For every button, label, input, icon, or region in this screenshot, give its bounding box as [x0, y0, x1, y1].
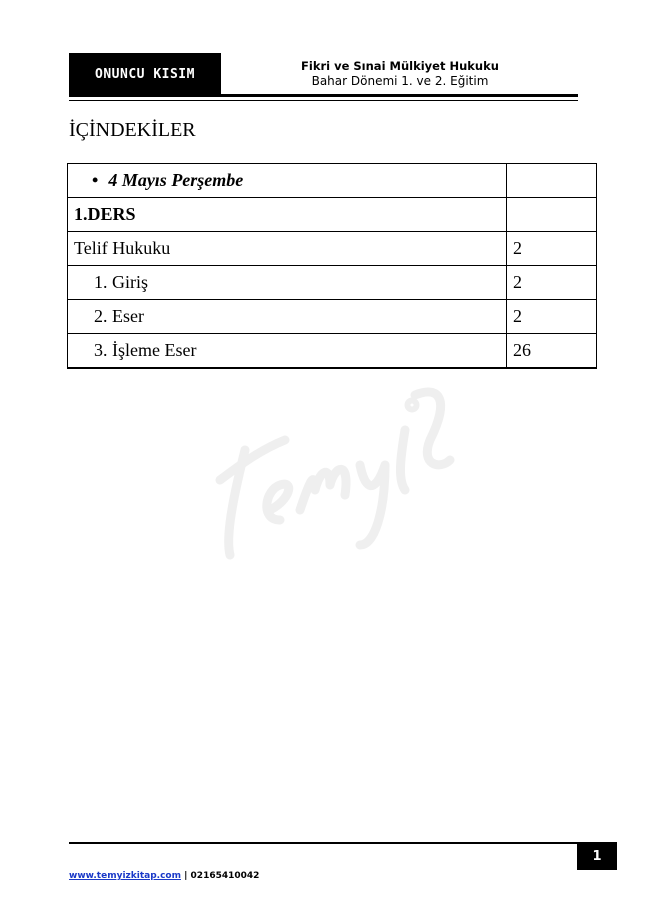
bullet-icon: •: [92, 170, 99, 190]
toc-row-page: 2: [507, 232, 597, 266]
course-title: Fikri ve Sınai Mülkiyet Hukuku: [301, 59, 499, 73]
toc-row-label[interactable]: Telif Hukuku: [68, 232, 507, 266]
toc-table: [67, 163, 597, 369]
course-subtitle: Bahar Dönemi 1. ve 2. Eğitim: [311, 74, 489, 88]
toc-row-label: 4 Mayıs Perşembe: [108, 170, 244, 190]
footer-contact: [69, 871, 259, 881]
toc-row: [68, 334, 597, 369]
toc-row-page: 2: [507, 300, 597, 334]
toc-date-cell[interactable]: [68, 164, 507, 198]
toc-row-page: 2: [507, 266, 597, 300]
toc-row-page: 26: [507, 334, 597, 369]
toc-row: [68, 232, 597, 266]
toc-row-label[interactable]: 3. İşleme Eser: [68, 334, 507, 369]
toc-row: [68, 300, 597, 334]
toc-row-label[interactable]: 2. Eser: [68, 300, 507, 334]
toc-heading: İÇİNDEKİLER: [69, 119, 196, 141]
header-rule-thick: [69, 94, 578, 97]
footer-separator: |: [184, 871, 188, 881]
header-rule-thin: [69, 100, 578, 101]
section-badge: ONUNCU KISIM: [69, 53, 221, 95]
watermark-logo: [200, 370, 460, 570]
toc-row: [68, 164, 597, 198]
toc-row-page: [507, 164, 597, 198]
header-course-info: [260, 59, 540, 89]
toc-row: [68, 198, 597, 232]
toc-row-page: [507, 198, 597, 232]
toc-row-label[interactable]: 1.DERS: [68, 198, 507, 232]
page-number: 1: [577, 842, 617, 870]
phone-number: 02165410042: [190, 871, 260, 881]
website-link[interactable]: www.temyizkitap.com: [69, 871, 181, 881]
footer-rule: [69, 842, 577, 844]
toc-row-label[interactable]: 1. Giriş: [68, 266, 507, 300]
toc-row: [68, 266, 597, 300]
